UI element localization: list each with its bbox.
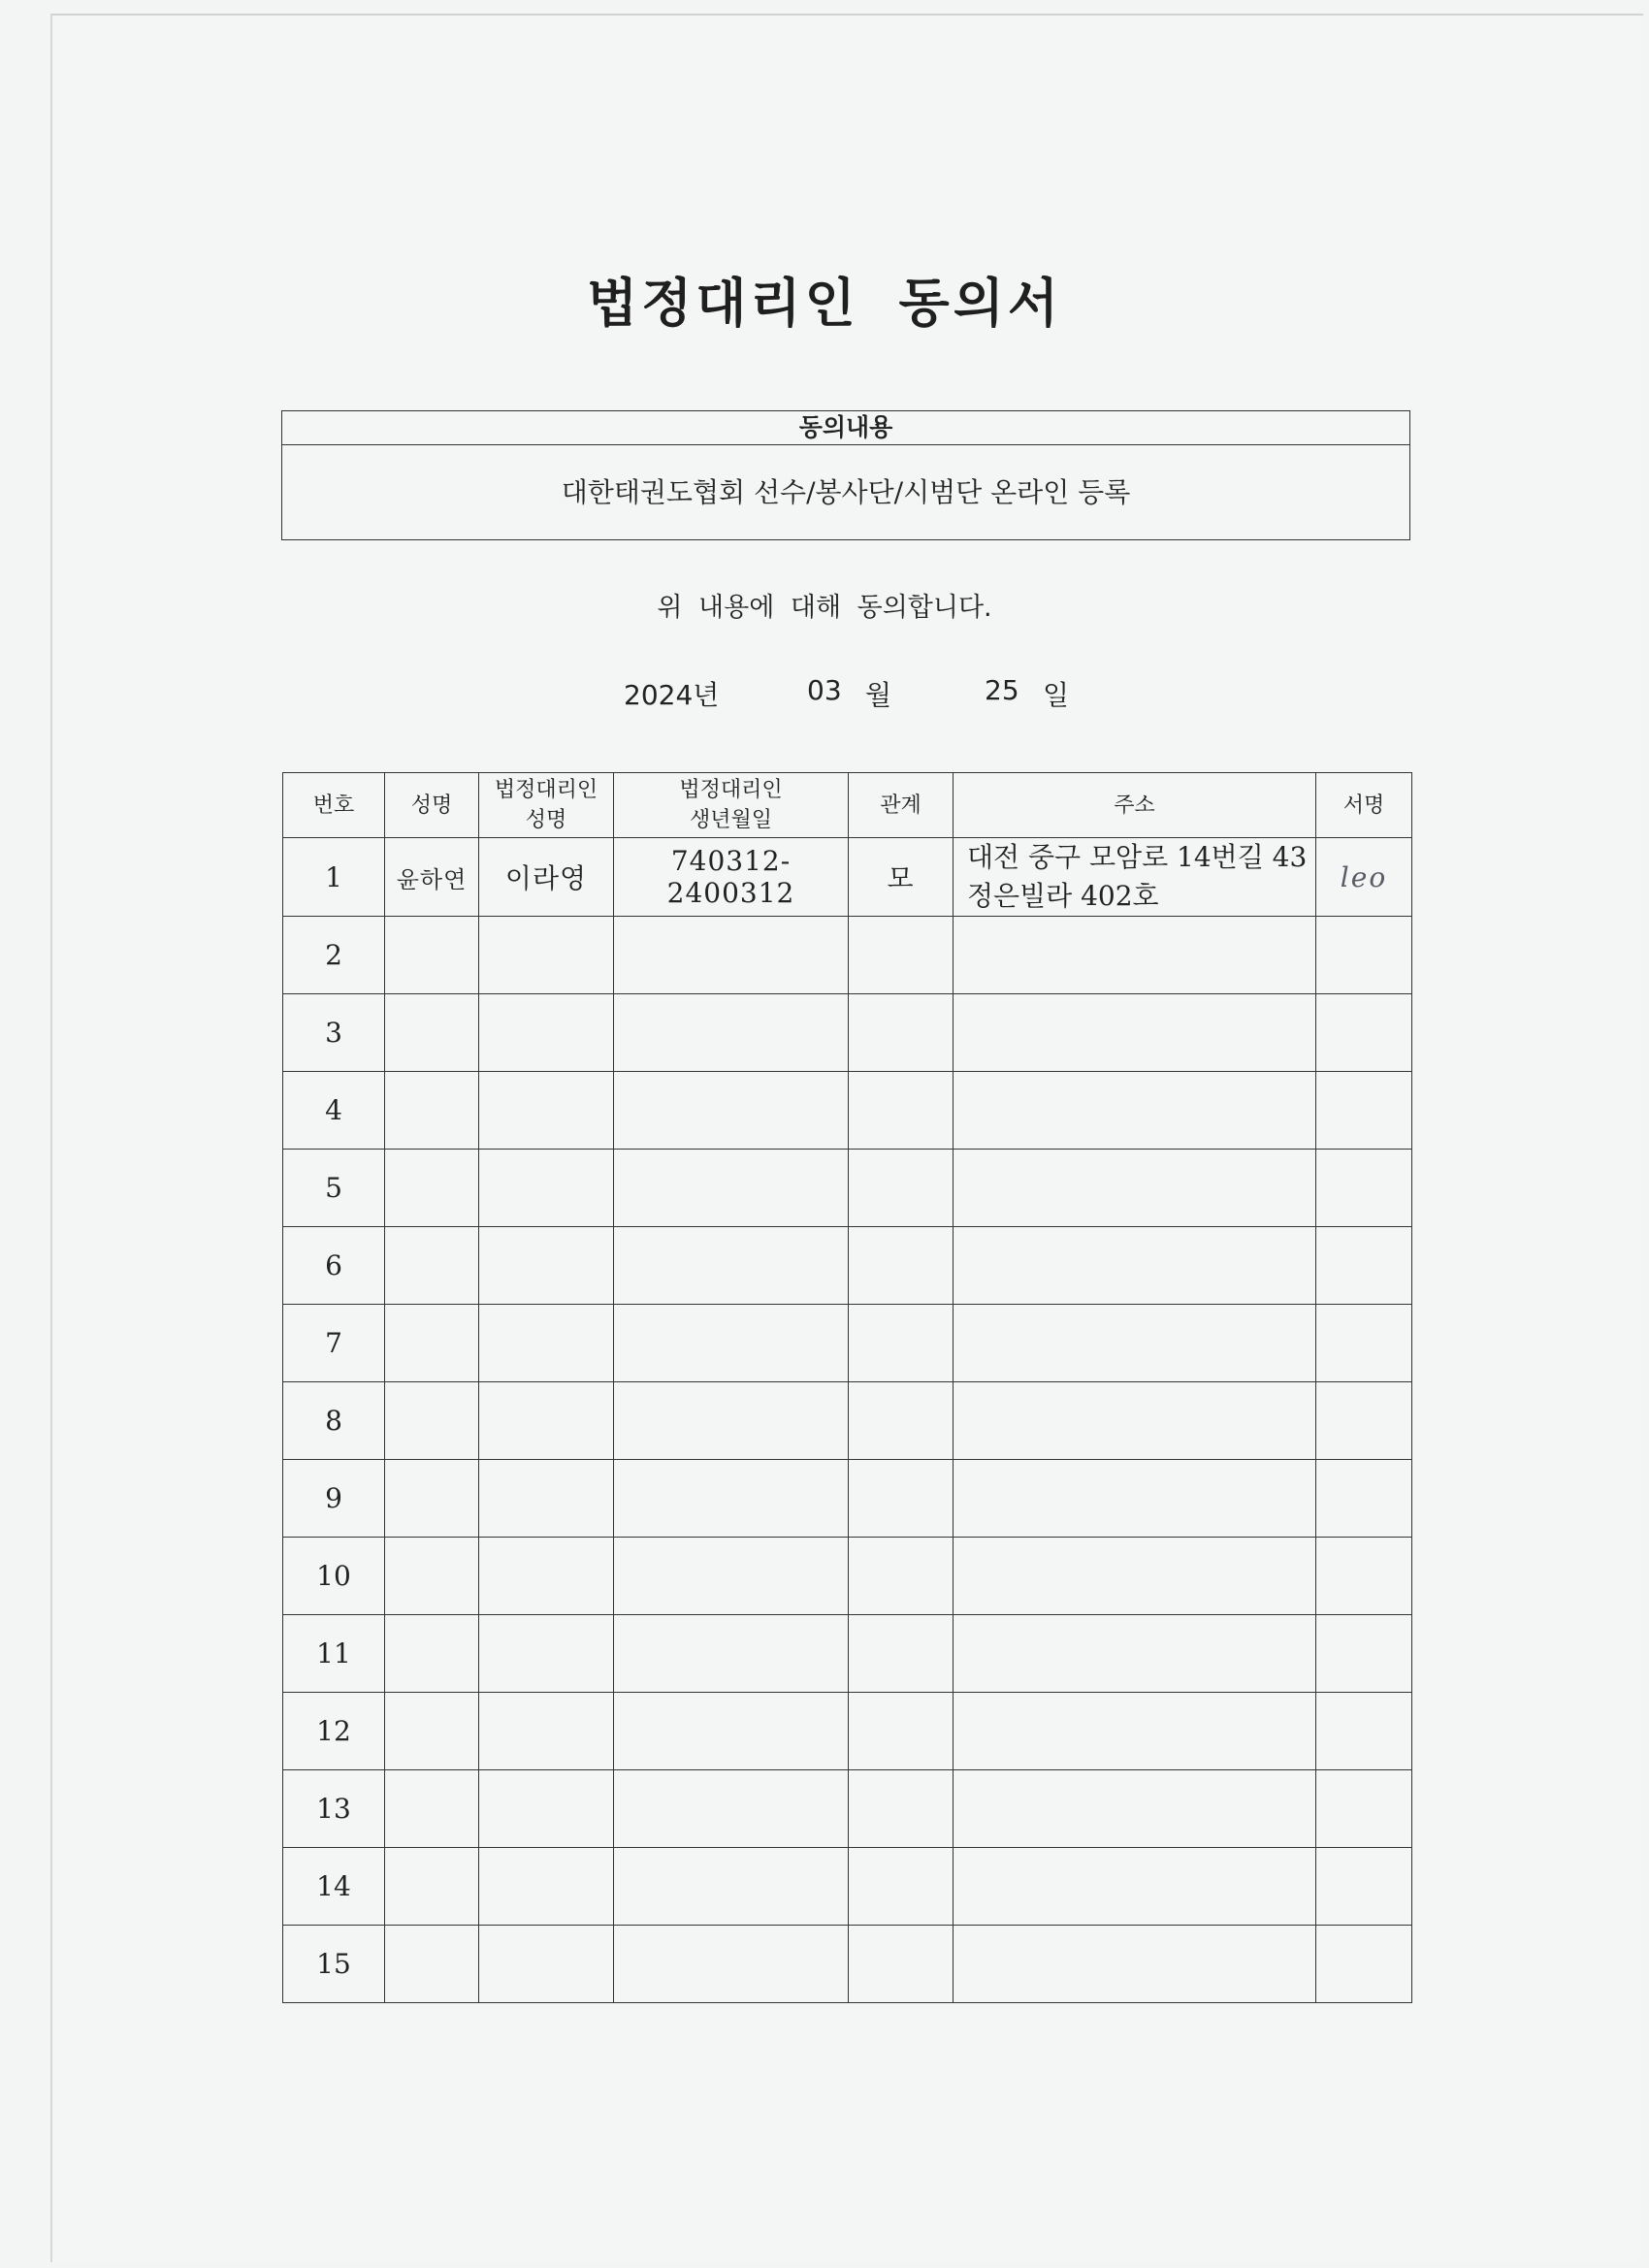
table-row (283, 994, 1412, 1072)
cell-signature (1316, 1460, 1412, 1538)
date-month-value: 03 (807, 674, 842, 706)
cell-name (385, 1305, 479, 1382)
cell-name (385, 917, 479, 994)
date-year: 2024년 (624, 679, 720, 711)
cell-address (954, 1382, 1316, 1460)
cell-no: 9 (283, 1460, 385, 1538)
cell-guardian-name (479, 1693, 614, 1770)
cell-address (954, 1770, 1316, 1848)
cell-guardian-name (479, 1848, 614, 1926)
cell-address (954, 1460, 1316, 1538)
cell-name (385, 1693, 479, 1770)
cell-no: 15 (283, 1926, 385, 2003)
table-row (283, 1926, 1412, 2003)
cell-signature (1316, 1538, 1412, 1615)
agreement-statement: 위 내용에 대해 동의합니다. (657, 593, 992, 623)
cell-name (385, 1615, 479, 1693)
cell-signature (1316, 1693, 1412, 1770)
cell-address: 대전 중구 모암로 14번길 43 정은빌라 402호 (954, 838, 1316, 917)
cell-signature (1316, 1072, 1412, 1150)
table-row (283, 1770, 1412, 1848)
cell-no: 1 (283, 838, 385, 917)
cell-guardian-birth (614, 1072, 849, 1150)
cell-guardian-birth (614, 1538, 849, 1615)
table-row (283, 917, 1412, 994)
cell-no: 2 (283, 917, 385, 994)
cell-signature (1316, 1770, 1412, 1848)
cell-relation (849, 1460, 954, 1538)
cell-guardian-name (479, 1382, 614, 1460)
cell-relation (849, 1538, 954, 1615)
cell-guardian-name (479, 1150, 614, 1227)
cell-name (385, 1460, 479, 1538)
cell-name: 윤하연 (385, 838, 479, 917)
header-guardian-birth (614, 773, 849, 838)
table-row (283, 1460, 1412, 1538)
header-relation: 관계 (849, 773, 954, 838)
cell-address (954, 1848, 1316, 1926)
document-title: 법정대리인 동의서 (586, 273, 1063, 334)
cell-guardian-birth (614, 917, 849, 994)
header-guardian-birth-line2: 생년월일 (689, 808, 772, 832)
header-guardian-name-line1: 법정대리인 (494, 778, 598, 802)
cell-relation: 모 (849, 838, 954, 917)
header-no: 번호 (283, 773, 385, 838)
cell-name (385, 1926, 479, 2003)
cell-signature (1316, 1848, 1412, 1926)
cell-name (385, 1150, 479, 1227)
cell-guardian-birth (614, 1926, 849, 2003)
cell-guardian-name (479, 917, 614, 994)
cell-no: 8 (283, 1382, 385, 1460)
cell-no: 13 (283, 1770, 385, 1848)
table-row (283, 1305, 1412, 1382)
cell-guardian-name (479, 1770, 614, 1848)
cell-signature (1316, 1305, 1412, 1382)
cell-no: 4 (283, 1072, 385, 1150)
header-address: 주소 (954, 773, 1316, 838)
consent-body: 대한태권도협회 선수/봉사단/시범단 온라인 등록 (561, 476, 1131, 508)
cell-relation (849, 917, 954, 994)
cell-address (954, 1227, 1316, 1305)
cell-signature (1316, 1382, 1412, 1460)
table-row (283, 1227, 1412, 1305)
cell-no: 10 (283, 1538, 385, 1615)
table-row (283, 1072, 1412, 1150)
header-guardian-name (479, 773, 614, 838)
cell-guardian-birth (614, 1227, 849, 1305)
cell-signature (1316, 1615, 1412, 1693)
consent-header: 동의내용 (282, 411, 1409, 445)
cell-guardian-name (479, 1926, 614, 2003)
cell-address (954, 994, 1316, 1072)
date-day-label: 일 (1043, 679, 1070, 711)
cell-address (954, 1150, 1316, 1227)
date-month-label: 월 (865, 679, 892, 711)
cell-no: 11 (283, 1615, 385, 1693)
cell-no: 14 (283, 1848, 385, 1926)
cell-relation (849, 1848, 954, 1926)
table-row (283, 838, 1412, 917)
cell-address (954, 1072, 1316, 1150)
cell-no: 7 (283, 1305, 385, 1382)
cell-relation (849, 1382, 954, 1460)
header-name: 성명 (385, 773, 479, 838)
cell-no: 6 (283, 1227, 385, 1305)
cell-name (385, 1072, 479, 1150)
cell-guardian-name (479, 1538, 614, 1615)
cell-no: 5 (283, 1150, 385, 1227)
cell-address (954, 917, 1316, 994)
cell-guardian-name (479, 1460, 614, 1538)
cell-address (954, 1926, 1316, 2003)
cell-guardian-birth (614, 994, 849, 1072)
cell-guardian-name (479, 1615, 614, 1693)
cell-relation (849, 1227, 954, 1305)
consent-box (281, 410, 1410, 540)
cell-guardian-birth (614, 1305, 849, 1382)
cell-name (385, 1538, 479, 1615)
cell-address (954, 1305, 1316, 1382)
table-row (283, 1848, 1412, 1926)
cell-name (385, 994, 479, 1072)
cell-guardian-birth (614, 1382, 849, 1460)
cell-address (954, 1693, 1316, 1770)
table-header-row (283, 773, 1412, 838)
table-row (283, 1538, 1412, 1615)
table-row (283, 1693, 1412, 1770)
cell-no: 3 (283, 994, 385, 1072)
cell-name (385, 1848, 479, 1926)
cell-relation (849, 1770, 954, 1848)
cell-address (954, 1538, 1316, 1615)
cell-guardian-birth (614, 1460, 849, 1538)
cell-name (385, 1227, 479, 1305)
cell-guardian-birth (614, 1848, 849, 1926)
cell-relation (849, 1305, 954, 1382)
table-row (283, 1615, 1412, 1693)
cell-relation (849, 1693, 954, 1770)
table-row (283, 1382, 1412, 1460)
cell-name (385, 1770, 479, 1848)
table-row (283, 1150, 1412, 1227)
cell-signature: leo (1316, 838, 1412, 917)
cell-guardian-birth: 740312-2400312 (614, 838, 849, 917)
header-guardian-birth-line1: 법정대리인 (679, 778, 783, 802)
cell-signature (1316, 1227, 1412, 1305)
cell-signature (1316, 917, 1412, 994)
cell-guardian-name (479, 994, 614, 1072)
cell-signature (1316, 994, 1412, 1072)
cell-guardian-birth (614, 1693, 849, 1770)
date-day-value: 25 (985, 674, 1019, 706)
cell-guardian-name (479, 1305, 614, 1382)
header-guardian-name-line2: 성명 (525, 808, 567, 832)
cell-guardian-birth (614, 1770, 849, 1848)
cell-relation (849, 1072, 954, 1150)
cell-guardian-birth (614, 1615, 849, 1693)
cell-signature (1316, 1150, 1412, 1227)
cell-guardian-name: 이라영 (479, 838, 614, 917)
cell-relation (849, 1615, 954, 1693)
cell-guardian-name (479, 1227, 614, 1305)
cell-name (385, 1382, 479, 1460)
cell-address (954, 1615, 1316, 1693)
header-signature: 서명 (1316, 773, 1412, 838)
cell-no: 12 (283, 1693, 385, 1770)
guardian-table (282, 772, 1412, 2003)
cell-relation (849, 1926, 954, 2003)
cell-relation (849, 994, 954, 1072)
cell-guardian-name (479, 1072, 614, 1150)
cell-relation (849, 1150, 954, 1227)
cell-guardian-birth (614, 1150, 849, 1227)
cell-signature (1316, 1926, 1412, 2003)
